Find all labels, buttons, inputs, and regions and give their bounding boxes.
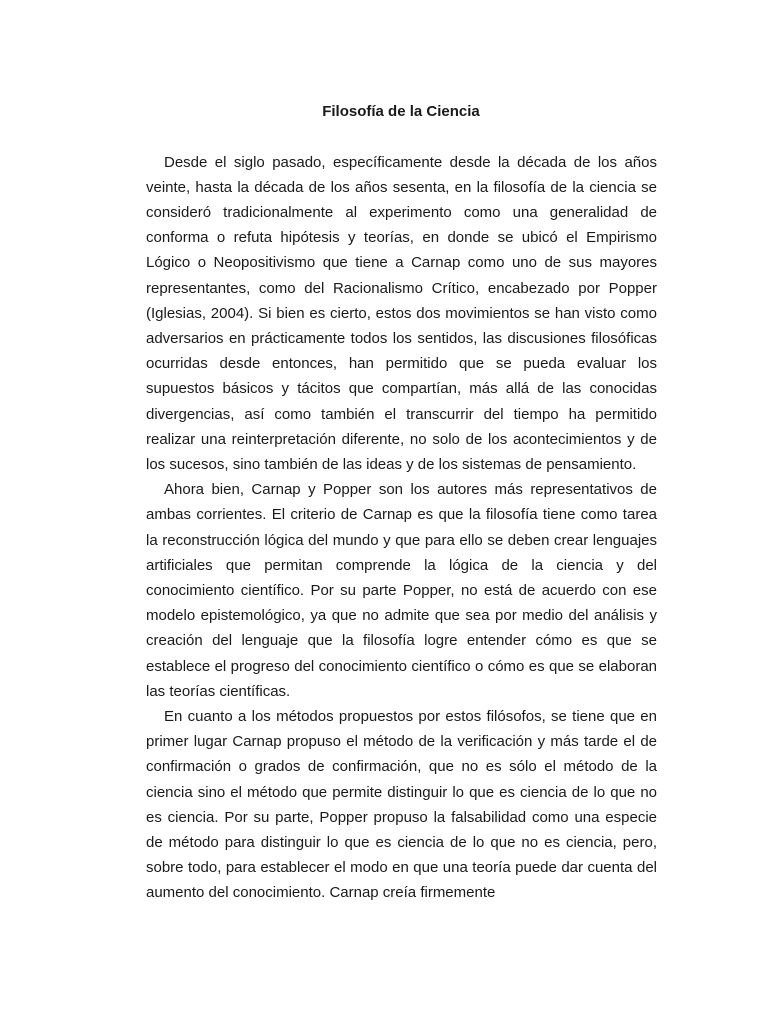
paragraph-2: Ahora bien, Carnap y Popper son los autores más representativos de ambas corrientes. El criterio de Carnap es que la filosofía tiene como tarea la reconstrucción lógica del mundo y que para ello se deben crear lenguajes artificiales que permitan comprende la lógica de la ciencia y del conocimiento científico. Por su parte Popper, no está de acuerdo con ese modelo epistemológico, ya que no admite que sea por medio del análisis y creación del lenguaje que la filosofía logre entender cómo es que se establece el progreso del conocimiento científico o cómo es que se elaboran las teorías científicas. — [146, 481, 657, 700]
paragraph-3: En cuanto a los métodos propuestos por estos filósofos, se tiene que en primer lugar Carnap propuso el método de la verificación y más tarde el de confirmación o grados de confirmación, que no es sólo el método de la ciencia sino el método que permite distinguir lo que es ciencia de lo que no es ciencia. Por su parte, Popper propuso la falsabilidad como una especie de método para distinguir lo que es ciencia de lo que no es ciencia, pero, sobre todo, para establecer el modo en que una teoría puede dar cuenta del aumento del conocimiento. Carnap creía firmemente — [146, 707, 657, 902]
document-title: Filosofía de la Ciencia — [322, 103, 480, 120]
document-body — [146, 150, 657, 906]
paragraph-1: Desde el siglo pasado, específicamente desde la década de los años veinte, hasta la década de los años sesenta, en la filosofía de la ciencia se consideró tradicionalmente al experimento como una generalidad de conforma o refuta hipótesis y teorías, en donde se ubicó el Empirismo Lógico o Neopositivismo que tiene a Carnap como uno de sus mayores representantes, como del Racionalismo Crítico, encabezado por Popper (Iglesias, 2004). Si bien es cierto, estos dos movimientos se han visto como adversarios en prácticamente todos los sentidos, las discusiones filosóficas ocurridas desde entonces, han permitido que se pueda evaluar los supuestos básicos y tácitos que compartían, más allá de las conocidas divergencias, así como también el transcurrir del tiempo ha permitido realizar una reinterpretación diferente, no solo de los acontecimientos y de los sucesos, sino también de las ideas y de los sistemas de pensamiento. — [146, 153, 657, 473]
